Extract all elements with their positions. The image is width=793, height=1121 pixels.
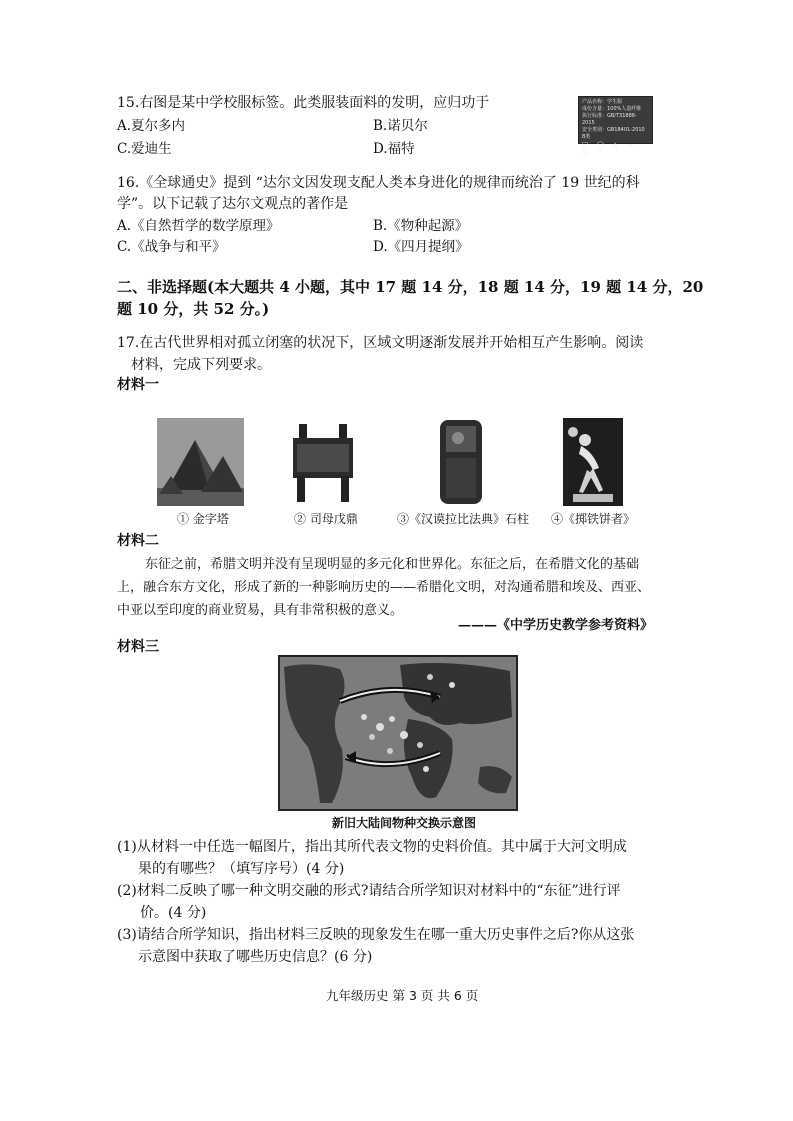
care-symbols-icon: ☐ ◯ △ ▭ ◻ [582, 141, 636, 156]
simuwu-ding-image [287, 418, 359, 506]
caption-ding: ② 司母戊鼎 [294, 512, 358, 526]
q17-sub3-line1: (3)请结合所学知识，指出材料三反映的现象发生在哪一重大历史事件之后?你从这张 [117, 927, 635, 943]
label-line: 成份含量：100%人造纤维 [582, 106, 642, 112]
material2-source: ———《中学历史教学参考资料》 [458, 618, 654, 633]
q17-sub1-line2: 果的有哪些？（填写序号）(4 分) [138, 861, 345, 877]
q17-sub2-line1: (2)材料二反映了哪一种文明交融的形式?请结合所学知识对材料中的“东征”进行评 [117, 883, 621, 899]
q17-sub1-line1: (1)从材料一中任选一幅图片，指出其所代表文物的史料价值。其中属于大河文明成 [117, 839, 627, 855]
q16-stem-line2: 学”。以下记载了达尔文观点的著作是 [117, 196, 349, 212]
q16-option-c: C.《战争与和平》 [117, 239, 226, 255]
material1-label: 材料一 [117, 377, 159, 393]
material2-text-line2: 上，融合东方文化，形成了新的一种影响历史的——希腊化文明，对沟通希腊和埃及、西亚、 [117, 580, 651, 595]
map-caption: 新旧大陆间物种交换示意图 [332, 816, 477, 830]
q15-option-a: A.夏尔多内 [117, 118, 186, 134]
material2-text-line3: 中亚以至印度的商业贸易，具有非常积极的意义。 [117, 603, 404, 618]
species-exchange-map-image [278, 655, 518, 811]
q15-option-d: D.福特 [373, 141, 415, 157]
q17-sub2-line2: 价。(4 分) [140, 905, 207, 921]
page-footer: 九年级历史 第 3 页 共 6 页 [326, 988, 479, 1003]
discobolus-image [563, 418, 623, 506]
caption-stele: ③《汉谟拉比法典》石柱 [397, 512, 530, 526]
stele-icon [436, 418, 486, 506]
section2-heading-line1: 二、非选择题(本大题共 4 小题，其中 17 题 14 分，18 题 14 分，19 题 14 分，20 [117, 278, 704, 296]
discobolus-icon [563, 418, 623, 506]
q17-sub3-line2: 示意图中获取了哪些历史信息？(6 分) [138, 949, 373, 965]
q16-stem-line1: 16.《全球通史》提到 “达尔文因发现支配人类本身进化的规律而统治了 19 世纪的科 [117, 175, 640, 191]
label-line: 产品名称：学生服 [582, 99, 623, 105]
q16-option-b: B.《物种起源》 [373, 218, 469, 234]
material2-label: 材料二 [117, 533, 159, 549]
material2-text-line1: 东征之前，希腊文明并没有呈现明显的多元化和世界化。东征之后，在希腊文化的基础 [145, 557, 640, 572]
q17-intro-line2: 材料，完成下列要求。 [131, 357, 271, 373]
label-line: 执行标准：GB/T31888-2015 [582, 113, 637, 126]
q16-option-d: D.《四月提纲》 [373, 239, 469, 255]
ding-icon [287, 418, 359, 506]
q15-option-b: B.诺贝尔 [373, 118, 428, 134]
hammurabi-stele-image [436, 418, 486, 506]
caption-pyramids: ① 金字塔 [177, 512, 229, 526]
clothing-label-image [578, 96, 653, 156]
material3-label: 材料三 [117, 639, 159, 655]
q16-option-a: A.《自然哲学的数学原理》 [117, 218, 280, 234]
pyramids-image [157, 418, 244, 506]
section2-heading-line2: 题 10 分，共 52 分。) [117, 300, 270, 318]
world-map-icon [280, 657, 516, 809]
q15-stem: 15.右图是某中学校服标签。此类服装面料的发明，应归功于 [117, 95, 490, 111]
caption-discobolus: ④《掷铁饼者》 [551, 512, 636, 526]
q15-option-c: C.爱迪生 [117, 141, 172, 157]
pyramids-icon [157, 418, 244, 506]
label-line: 安全类别：GB18401-2010 B类 [582, 127, 645, 140]
q17-intro-line1: 17.在古代世界相对孤立闭塞的状况下，区域文明逐渐发展并开始相互产生影响。阅读 [117, 335, 644, 351]
